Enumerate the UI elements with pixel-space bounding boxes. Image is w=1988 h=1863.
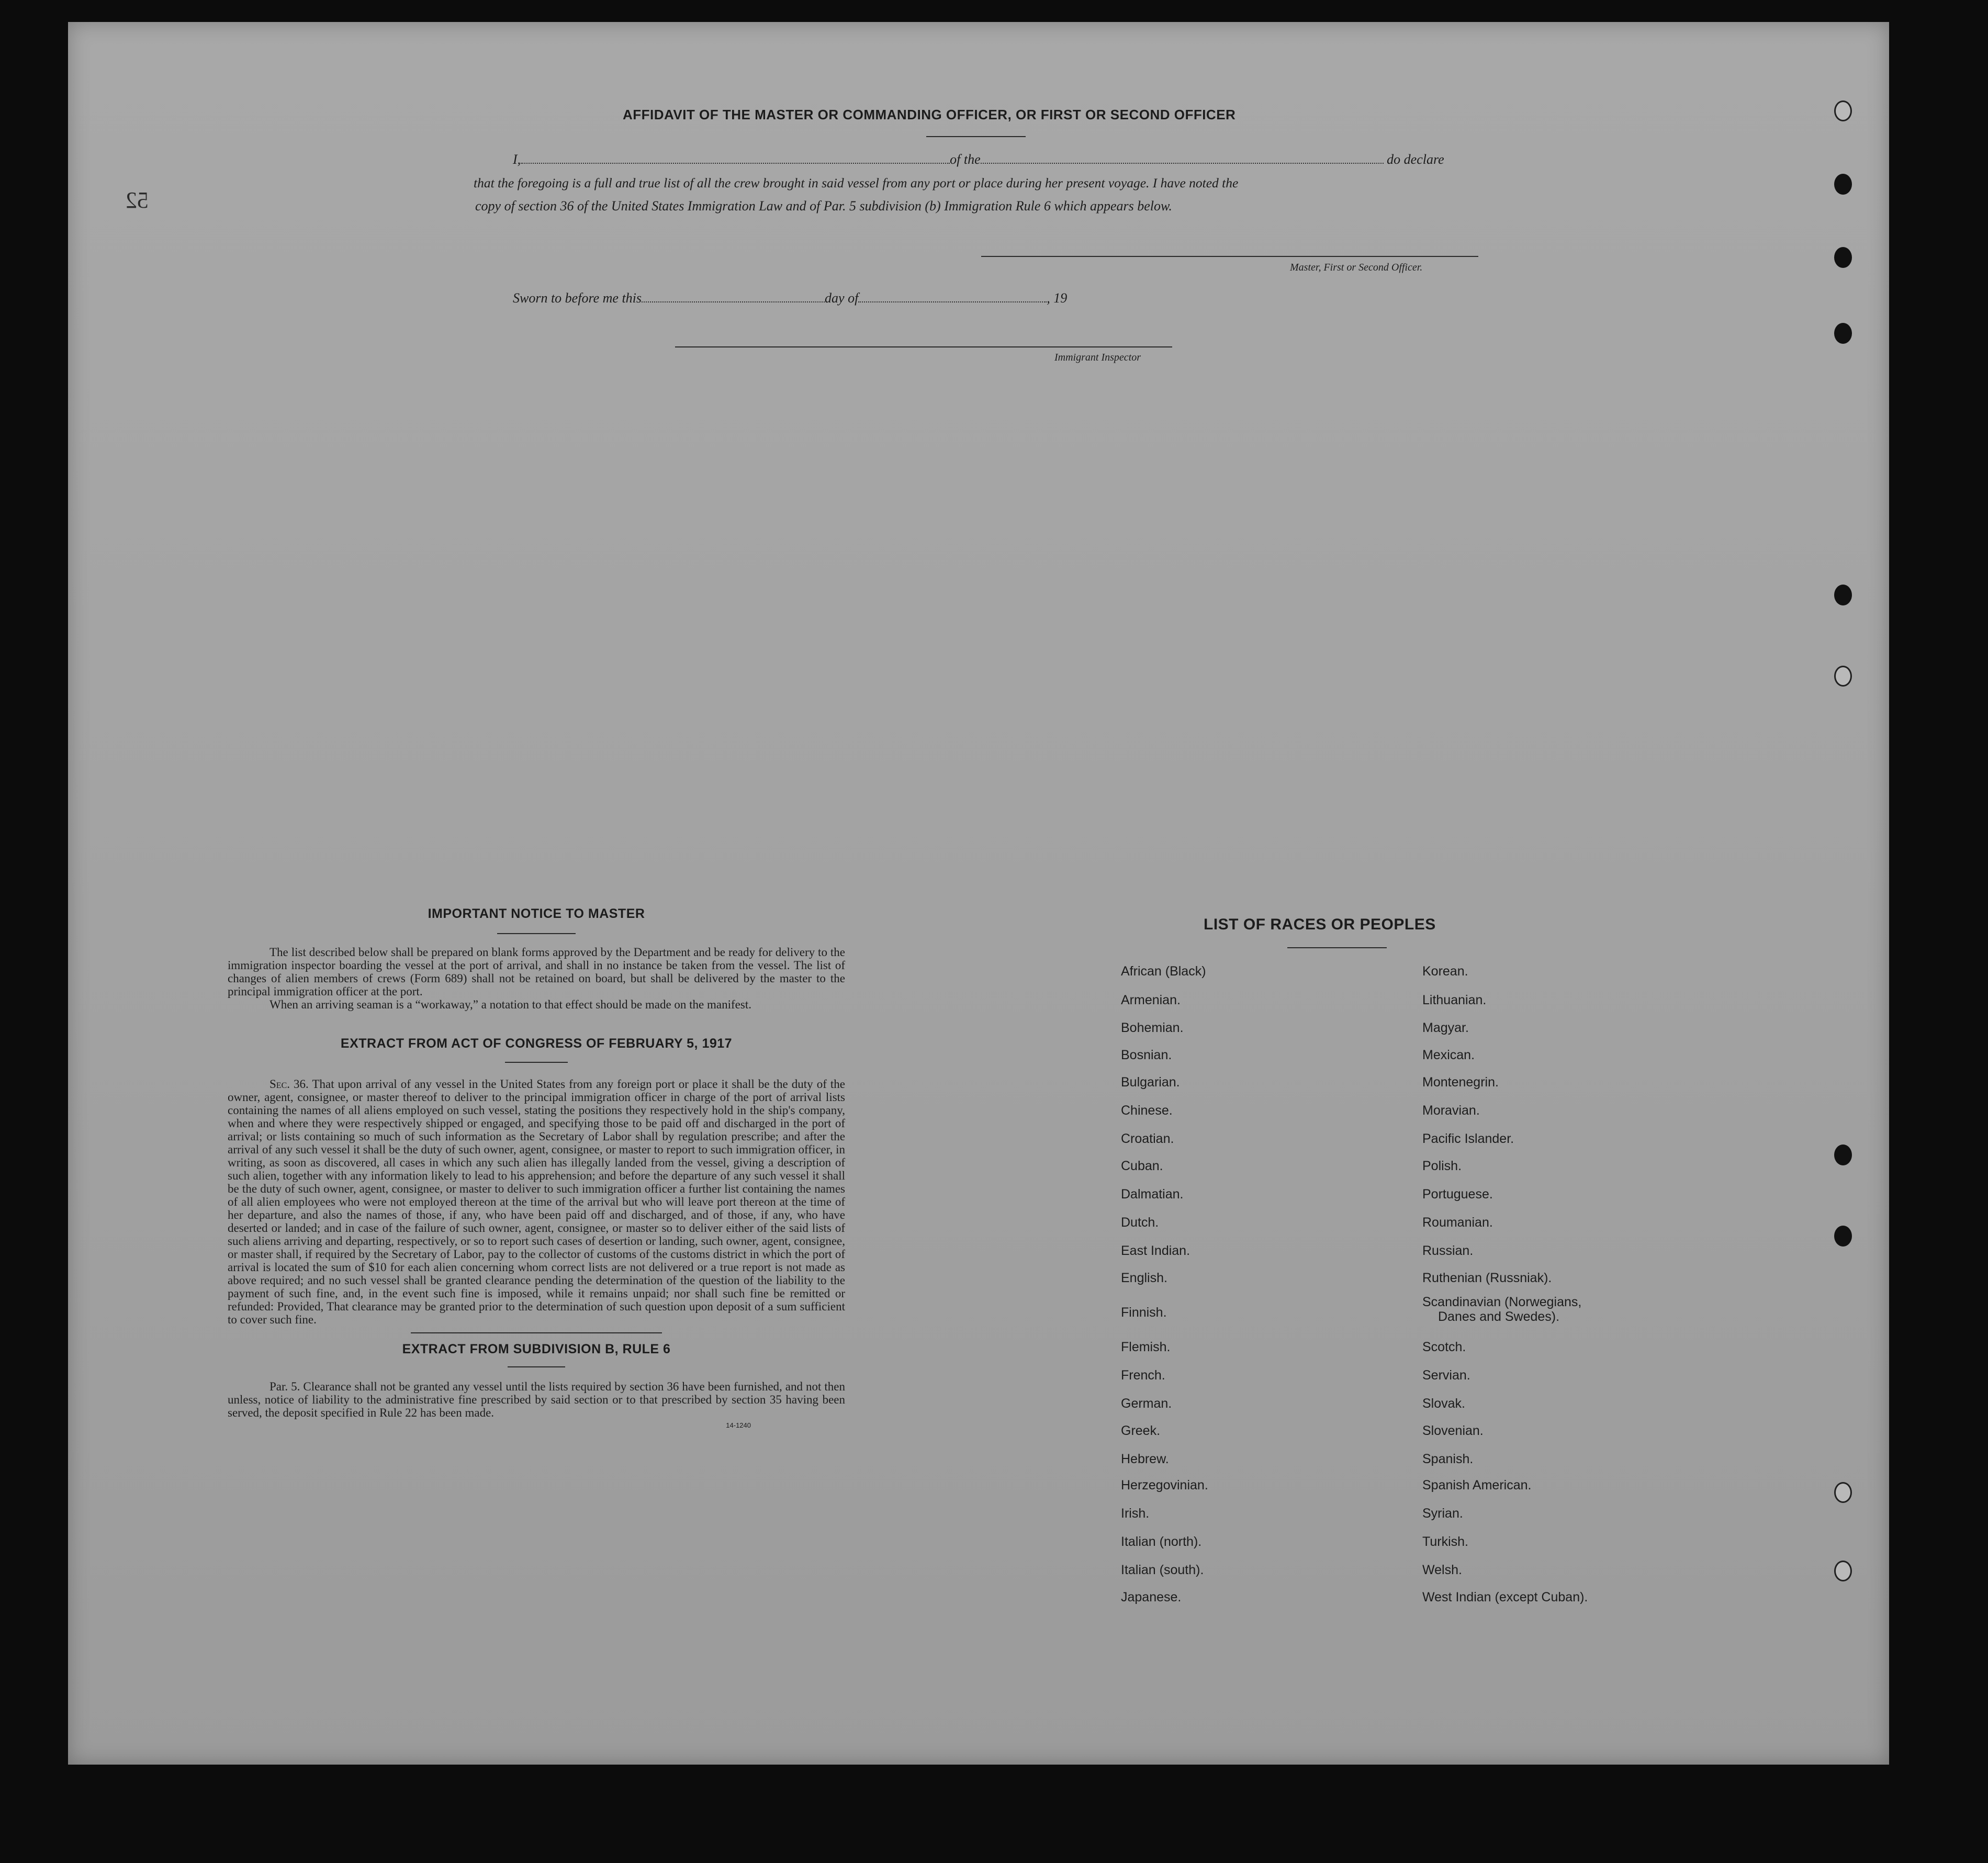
races-title: LIST OF RACES OR PEOPLES <box>1204 916 1436 933</box>
race-left-item: Flemish. <box>1121 1340 1171 1354</box>
race-left-item: Chinese. <box>1121 1103 1173 1118</box>
race-left-item: Dutch. <box>1121 1215 1159 1230</box>
race-right-item: Portuguese. <box>1422 1187 1493 1202</box>
race-right-item: Spanish American. <box>1422 1478 1532 1492</box>
race-right-item: Korean. <box>1422 964 1468 979</box>
races-title-underline <box>1287 947 1387 948</box>
race-left-item: Croatian. <box>1121 1131 1174 1146</box>
sworn-prefix: Sworn to before me this <box>513 290 642 306</box>
race-right-item: Welsh. <box>1422 1563 1462 1577</box>
punch-hole <box>1834 1482 1852 1503</box>
affidavit-declare-label: do declare <box>1387 152 1444 167</box>
race-left-item: French. <box>1121 1368 1165 1383</box>
race-right-item: Slovenian. <box>1422 1423 1484 1438</box>
notice-paragraph-2: When an arriving seaman is a “workaway,” a notation to that effect should be made on the manifest. <box>269 998 751 1011</box>
race-right-item: Turkish. <box>1422 1534 1468 1549</box>
race-right-item: Pacific Islander. <box>1422 1131 1514 1146</box>
extract-rule-underline <box>508 1366 565 1367</box>
punch-hole <box>1834 585 1852 605</box>
extract-rule-title: EXTRACT FROM SUBDIVISION B, RULE 6 <box>402 1342 671 1356</box>
sworn-year-label: , 19 <box>1047 290 1068 306</box>
race-left-item: Armenian. <box>1121 993 1181 1007</box>
affidavit-line-2: that the foregoing is a full and true list of all the crew brought in said vessel from any port or place during her present voyage. I have noted the <box>474 175 1239 190</box>
inspector-caption: Immigrant Inspector <box>1054 352 1141 363</box>
sworn-line <box>513 290 1067 306</box>
form-number: 14-1240 <box>726 1421 751 1429</box>
extract-rule-body: Par. 5. Clearance shall not be granted any vessel until the lists required by section 36 have been furnished, and not then unless, notice of liability to the administrative fine prescribed by said section or to that prescribed by section 35 having been served, the deposit specified in Rule 22 has been made. <box>228 1380 845 1419</box>
punch-hole <box>1834 247 1852 268</box>
affidavit-i-label: I, <box>513 152 521 167</box>
affidavit-title: AFFIDAVIT OF THE MASTER OR COMMANDING OFFICER, OR FIRST OR SECOND OFFICER <box>623 107 1236 122</box>
race-left-item: Dalmatian. <box>1121 1187 1184 1202</box>
notice-section <box>228 906 845 1429</box>
extract-act-body <box>228 1078 845 1326</box>
race-right-item: Moravian. <box>1422 1103 1480 1118</box>
inspector-signature-line[interactable] <box>675 346 1172 347</box>
race-right-item: Syrian. <box>1422 1506 1463 1521</box>
punch-hole <box>1834 1226 1852 1247</box>
race-left-item: Greek. <box>1121 1423 1161 1438</box>
race-right-item: Magyar. <box>1422 1020 1469 1035</box>
race-right-item: West Indian (except Cuban). <box>1422 1590 1588 1604</box>
signature-line[interactable] <box>981 256 1478 257</box>
notice-underline <box>497 933 576 934</box>
race-right-item: Danes and Swedes). <box>1438 1309 1560 1324</box>
sworn-day-label: day of <box>825 290 859 306</box>
race-left-item: Finnish. <box>1121 1305 1167 1320</box>
punch-hole <box>1834 100 1852 121</box>
vessel-field[interactable] <box>981 163 1384 164</box>
race-left-item: German. <box>1121 1396 1172 1411</box>
race-left-item: Hebrew. <box>1121 1452 1169 1466</box>
punch-hole <box>1834 666 1852 687</box>
sworn-date-field[interactable] <box>642 301 825 302</box>
punch-hole <box>1834 1561 1852 1581</box>
race-left-item: Bulgarian. <box>1121 1075 1180 1090</box>
affidavit-of-label: of the <box>950 152 981 167</box>
affidavit-line-1 <box>513 152 1444 167</box>
race-left-item: Cuban. <box>1121 1159 1163 1173</box>
extract-act-underline <box>505 1062 568 1063</box>
race-right-item: Mexican. <box>1422 1048 1475 1062</box>
race-right-item: Scotch. <box>1422 1340 1466 1354</box>
section-text: That upon arrival of any vessel in the United States from any foreign port or place it shall be the duty of the owner, agent, consignee, or master thereof to deliver to the principal immigration officer in charge of the port of arrival lists containing the names of all aliens employed on such vessel, stating the positions they respectively hold in the ship's company, when and where they were respectively shipped or engaged, and specifying those to be paid off and discharged in the port of arrival; or lists containing so much of such information as the Secretary of Labor shall by regulation prescribe; and after the arrival of any such vessel it shall be the duty of such owner, agent, consignee, or master to report to such immigration officer, in writing, as soon as discovered, all cases in which any such alien has illegally landed from the vessel, giving a description of such alien, together with any information likely to lead to his apprehension; and before the departure of any such vessel it shall be the duty of such owner, agent, consignee, or master to deliver to such immigration officer a further list containing the names of all alien employees who were not employed thereon at the time of the arrival but who will leave port thereon at the time of her departure, and also the names of those, if any, who have been paid off and discharged, and of those, if any, who have deserted or landed; and in case of the failure of such owner, agent, consignee, or master so to deliver either of the said lists of such aliens arriving and departing, respectively, or so to report such cases of desertion or landing, such owner, agent, consignee, or master shall, if required by the Secretary of Labor, pay to the collector of customs of the customs district in which the port of arrival is located the sum of $10 for each alien concerning whom correct lists are not delivered or a true report is not made as above required; and no such vessel shall be granted clearance pending the determination of the question of the liability to the payment of such fine, and, in the event such fine is imposed, while it remains unpaid; nor shall such fine be remitted or refunded: Provided, That clearance may be granted prior to the determination of such question upon deposit of a sum sufficient to cover such fine. <box>228 1078 845 1326</box>
race-left-item: Italian (south). <box>1121 1563 1204 1577</box>
extract-act-title: EXTRACT FROM ACT OF CONGRESS OF FEBRUARY 5, 1917 <box>340 1036 733 1051</box>
race-right-item: Servian. <box>1422 1368 1470 1383</box>
margin-mark: 52 <box>126 187 149 213</box>
punch-hole <box>1834 174 1852 195</box>
race-right-item: Slovak. <box>1422 1396 1465 1411</box>
race-right-item: Lithuanian. <box>1422 993 1487 1007</box>
race-right-item: Roumanian. <box>1422 1215 1493 1230</box>
race-right-item: Montenegrin. <box>1422 1075 1499 1090</box>
notice-title: IMPORTANT NOTICE TO MASTER <box>428 906 645 921</box>
race-left-item: English. <box>1121 1271 1167 1285</box>
race-left-item: Italian (north). <box>1121 1534 1202 1549</box>
race-left-item: Herzegovinian. <box>1121 1478 1208 1492</box>
sworn-month-field[interactable] <box>858 301 1047 302</box>
race-left-item: Japanese. <box>1121 1590 1182 1604</box>
race-left-item: Bohemian. <box>1121 1020 1184 1035</box>
race-left-item: African (Black) <box>1121 964 1206 979</box>
signature-caption: Master, First or Second Officer. <box>1290 262 1423 273</box>
affidavit-line-3: copy of section 36 of the United States Immigration Law and of Par. 5 subdivision (b) Immigration Rule 6 which appears below. <box>475 198 1172 214</box>
notice-paragraph-1: The list described below shall be prepared on blank forms approved by the Department and be ready for delivery to the immigration inspector boarding the vessel at the port of arrival, and shall in no instance be taken from the vessel. The list of changes of alien members of crews (Form 689) shall not be retained on board, but shall be delivered by the master to the principal immigration officer at the port. <box>228 946 845 998</box>
race-right-item: Spanish. <box>1422 1452 1474 1466</box>
race-left-item: Irish. <box>1121 1506 1150 1521</box>
name-field[interactable] <box>521 163 950 164</box>
race-right-item: Ruthenian (Russniak). <box>1422 1271 1552 1285</box>
race-right-item: Polish. <box>1422 1159 1462 1173</box>
extract-rule-overline <box>411 1332 662 1333</box>
race-left-item: Bosnian. <box>1121 1048 1172 1062</box>
race-right-item: Russian. <box>1422 1243 1474 1258</box>
race-right-item: Scandinavian (Norwegians, <box>1422 1295 1582 1309</box>
section-label: Sec. 36. <box>269 1078 309 1091</box>
document-page <box>68 22 1889 1765</box>
race-left-item: East Indian. <box>1121 1243 1190 1258</box>
punch-hole <box>1834 1144 1852 1165</box>
title-underline <box>926 136 1026 137</box>
punch-hole <box>1834 323 1852 344</box>
